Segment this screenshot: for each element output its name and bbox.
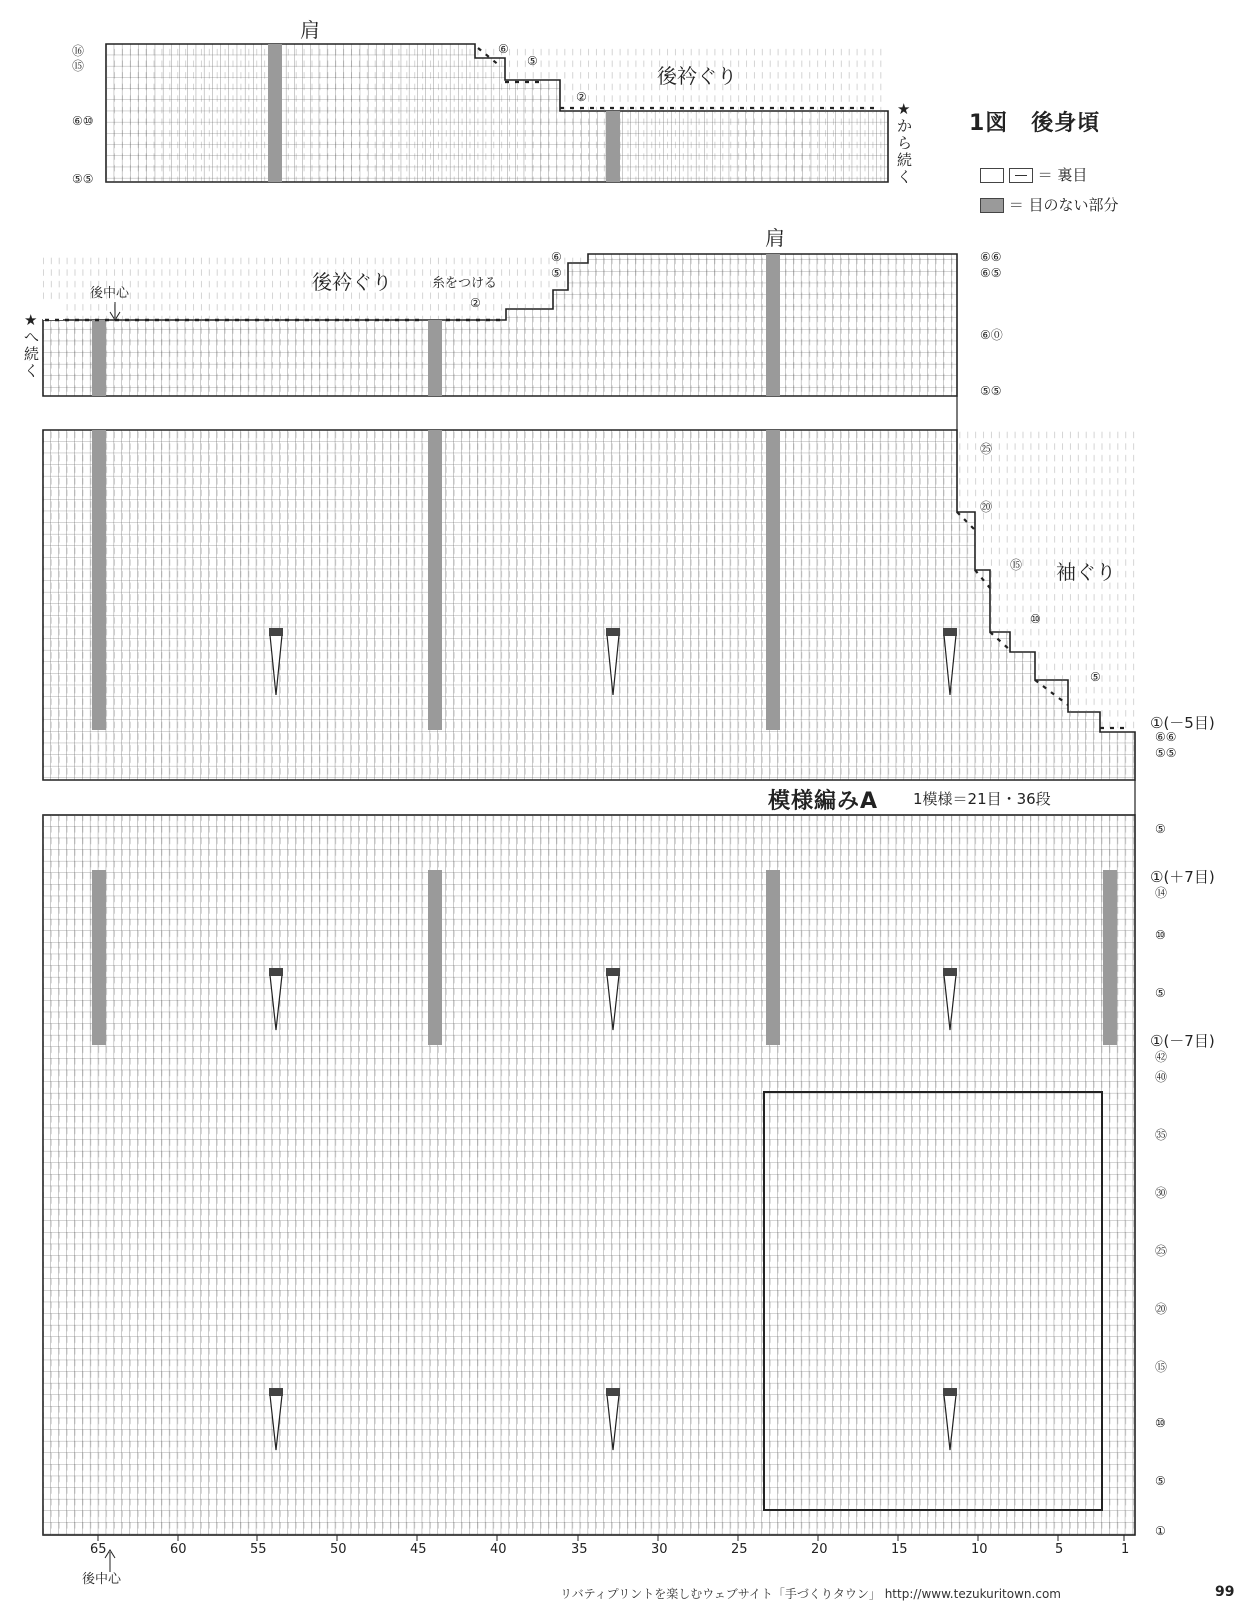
row-marker: ⑮ [1010, 558, 1023, 572]
no-stitch-column [766, 870, 780, 1045]
column-number: 5 [1055, 1542, 1064, 1557]
row-marker: ⑳ [1155, 1302, 1168, 1316]
row-marker: ⑩ [1030, 612, 1041, 626]
row-marker: ㊵ [1155, 1070, 1168, 1084]
attach-yarn-label: 糸をつける [432, 276, 498, 291]
column-number: 55 [250, 1542, 267, 1557]
back-neck-label-top: 後衿ぐり [657, 64, 737, 88]
upper-chart-purl-fill [43, 430, 1135, 780]
legend-purl-box [1009, 168, 1033, 183]
row-marker: ㉕ [1155, 1244, 1168, 1258]
column-number: 60 [170, 1542, 187, 1557]
row-marker: ⑯ [72, 44, 85, 58]
row-marker: ⑳ [980, 500, 993, 514]
no-stitch-column [606, 111, 620, 182]
continued-to-star: ★へ続く [24, 311, 40, 380]
back-center-label-top: 後中心 [90, 286, 130, 301]
column-number: 25 [731, 1542, 748, 1557]
row-marker: ①(－7目) [1150, 1032, 1215, 1050]
no-stitch-column [92, 320, 106, 396]
continued-from-star: ★から続く [897, 100, 913, 186]
legend-no-stitch [980, 194, 1119, 215]
column-number: 65 [90, 1542, 107, 1557]
column-number: 15 [891, 1542, 908, 1557]
no-stitch-column [428, 430, 442, 730]
no-stitch-column [92, 430, 106, 730]
no-stitch-column [766, 430, 780, 730]
row-marker: ⑤⑤ [980, 384, 1002, 398]
lower-chart-purl-fill [43, 815, 1135, 1535]
column-number: 1 [1121, 1542, 1130, 1557]
no-stitch-column [1103, 870, 1117, 1045]
column-ticks [98, 1535, 1124, 1541]
row-marker: ② [470, 296, 481, 310]
row-marker: ⑤ [1155, 822, 1166, 836]
legend-purl [980, 164, 1087, 185]
row-marker: ㊷ [1155, 1050, 1168, 1064]
no-stitch-column [92, 870, 106, 1045]
row-marker: ① [1155, 1524, 1166, 1538]
row-marker: ⑩ [1155, 928, 1166, 942]
row-marker: ⑩ [1155, 1416, 1166, 1430]
legend-purl-text: ＝ 裏目 [1037, 166, 1088, 184]
row-marker: ㉕ [980, 442, 993, 456]
row-marker: ㉚ [1155, 1186, 1168, 1200]
row-marker: ①(－5目) [1150, 714, 1215, 732]
lower-chart [43, 815, 1135, 1535]
column-number: 20 [811, 1542, 828, 1557]
row-marker: ⑥⑤ [980, 266, 1002, 280]
pattern-name: 模様編みA [768, 789, 879, 814]
row-marker: ⑤ [1155, 1474, 1166, 1488]
column-number: 30 [651, 1542, 668, 1557]
row-marker: ⑮ [72, 59, 85, 73]
figure-title: 1図 後身頃 [969, 111, 1101, 136]
column-number: 40 [490, 1542, 507, 1557]
row-marker: ⑤⑤ [72, 172, 94, 186]
armhole-label: 袖ぐり [1056, 560, 1116, 584]
no-stitch-column [268, 44, 282, 182]
no-stitch-column [766, 254, 780, 396]
row-marker: ⑤ [1155, 986, 1166, 1000]
top-chart-purl-fill [106, 44, 888, 182]
legend-no-stitch-text: ＝ 目のない部分 [1008, 196, 1119, 214]
mid-chart [43, 254, 957, 396]
pattern-repeat: 1模様＝21目・36段 [913, 790, 1051, 808]
row-marker: ⑤⑤ [1155, 746, 1177, 760]
legend-gray-box [980, 198, 1004, 213]
row-marker: ⑮ [1155, 1360, 1168, 1374]
column-number: 45 [410, 1542, 427, 1557]
row-marker: ⑤ [527, 54, 538, 68]
shoulder-label-mid: 肩 [765, 226, 785, 250]
upper-chart [43, 430, 1135, 780]
row-marker: ㉟ [1155, 1128, 1168, 1142]
no-stitch-column [428, 320, 442, 396]
row-marker: ⑥⑥ [1155, 730, 1177, 744]
column-number: 50 [330, 1542, 347, 1557]
footer-website-text: リバティプリントを楽しむウェブサイト「手づくりタウン」 http://www.tezukuritown.com [560, 1587, 1061, 1601]
top-chart [106, 44, 888, 182]
mid-chart-purl-fill [43, 254, 957, 396]
row-marker: ⑥ [551, 250, 562, 264]
row-marker: ⑥⓪ [980, 328, 1003, 342]
column-number: 35 [571, 1542, 588, 1557]
column-number: 10 [971, 1542, 988, 1557]
row-marker: ⑥⑥ [980, 250, 1002, 264]
row-marker: ⑥ [498, 42, 509, 56]
back-center-label-bottom: 後中心 [82, 1572, 122, 1587]
row-marker: ⑥⑩ [72, 114, 94, 128]
shoulder-label-top: 肩 [300, 18, 320, 42]
back-neck-label-mid: 後衿ぐり [312, 270, 392, 294]
no-stitch-column [428, 870, 442, 1045]
legend-knit-box [980, 168, 1004, 183]
row-marker: ⑭ [1155, 886, 1168, 900]
row-marker: ①(＋7目) [1150, 868, 1215, 886]
page-number: 99 [1215, 1584, 1235, 1600]
row-marker: ⑤ [551, 266, 562, 280]
row-marker: ② [576, 90, 587, 104]
row-marker: ⑤ [1090, 670, 1101, 684]
